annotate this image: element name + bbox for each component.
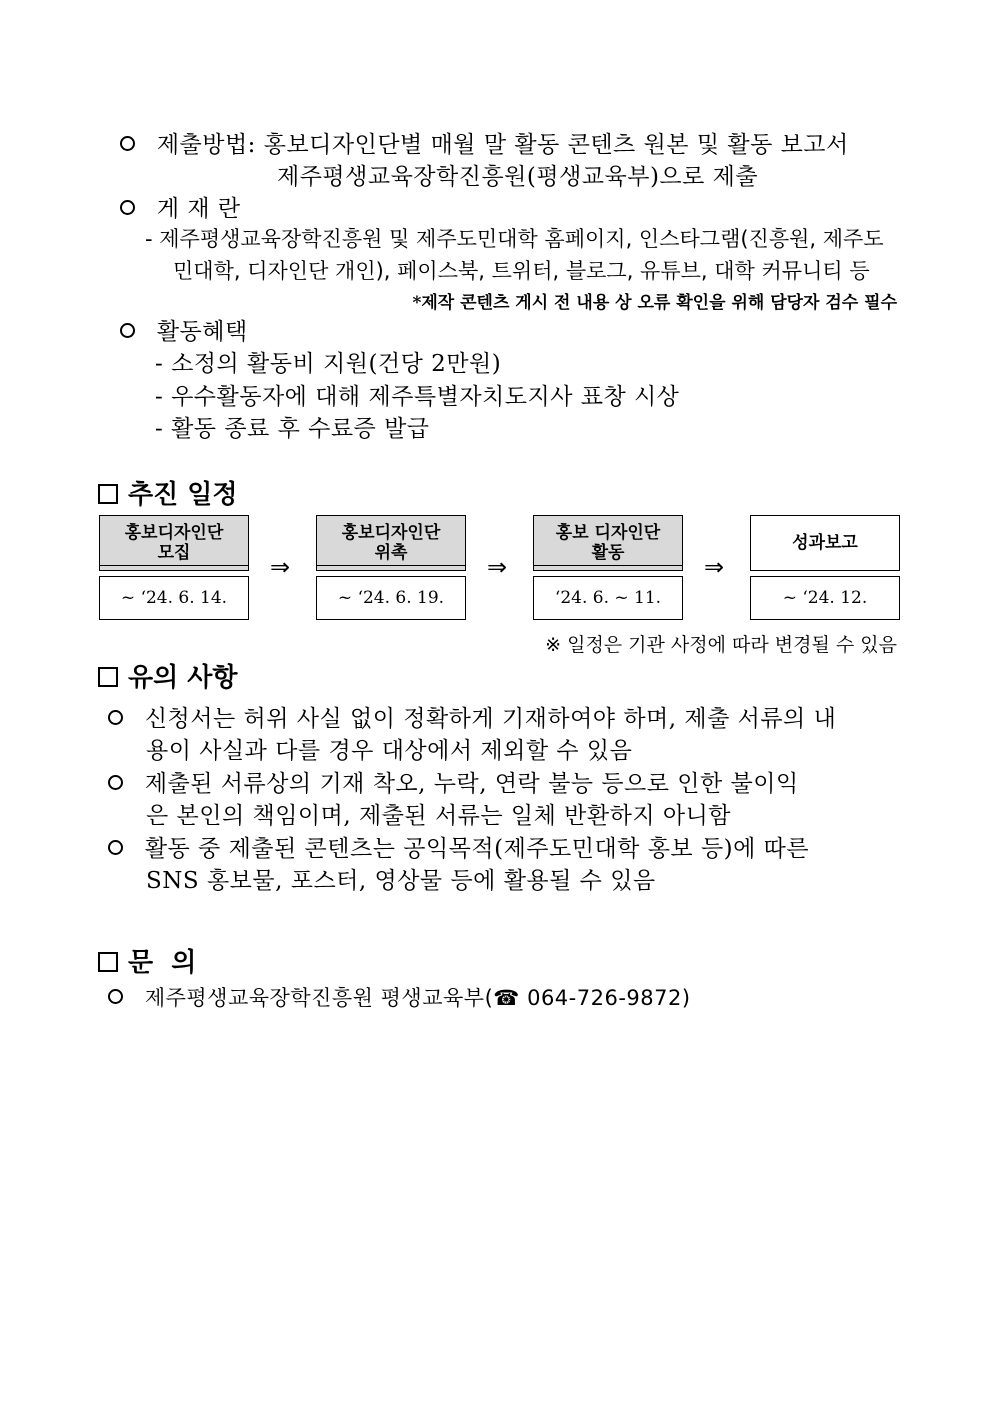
submission-line-2: 제주평생교육장학진흥원(평생교육부)으로 제출 — [277, 164, 759, 190]
circle-bullet-icon — [120, 200, 135, 215]
circle-bullet-icon — [120, 323, 135, 338]
schedule-date-recruit: ~ ‘24. 6. 14. — [99, 576, 249, 620]
right-arrow-icon: ⇒ — [487, 553, 508, 581]
benefit-item: - 활동 종료 후 수료증 발급 — [155, 416, 430, 442]
benefits-title: 활동혜택 — [120, 313, 248, 346]
caution-item-cont: 은 본인의 책임이며, 제출된 서류는 일체 반환하지 아니함 — [146, 803, 732, 829]
square-bullet-icon — [98, 484, 118, 504]
posting-notice: *제작 콘텐츠 게시 전 내용 상 오류 확인을 위해 담당자 검수 필수 — [412, 293, 897, 313]
benefit-item: - 우수활동자에 대해 제주특별자치도지사 표창 시상 — [155, 384, 680, 410]
right-arrow-icon: ⇒ — [270, 553, 291, 581]
square-bullet-icon — [98, 952, 118, 972]
circle-bullet-icon — [120, 136, 135, 151]
schedule-note: ※ 일정은 기관 사정에 따라 변경될 수 있음 — [545, 634, 897, 656]
benefit-item: - 소정의 활동비 지원(건당 2만원) — [155, 351, 502, 377]
schedule-step-recruit: 홍보디자인단 모집 — [99, 515, 249, 571]
square-bullet-icon — [98, 667, 118, 687]
submission-line-1 — [120, 126, 849, 159]
schedule-date-report: ~ ‘24. 12. — [750, 576, 900, 620]
caution-item: 제출된 서류상의 기재 착오, 누락, 연락 불능 등으로 인한 불이익 — [108, 765, 799, 798]
caution-item-cont: SNS 홍보물, 포스터, 영상물 등에 활용될 수 있음 — [146, 868, 656, 894]
posting-title: 게 재 란 — [120, 190, 241, 223]
schedule-step-appoint: 홍보디자인단 위촉 — [316, 515, 466, 571]
schedule-step-activity: 홍보 디자인단 활동 — [533, 515, 683, 571]
schedule-heading: 추진 일정 — [98, 474, 238, 511]
schedule-step-report: 성과보고 — [750, 515, 900, 571]
posting-item-line-2: 민대학, 디자인단 개인), 페이스북, 트위터, 블로그, 유튜브, 대학 커뮤니티 등 — [173, 259, 870, 283]
schedule-date-appoint: ~ ‘24. 6. 19. — [316, 576, 466, 620]
cautions-heading: 유의 사항 — [98, 657, 238, 694]
caution-item: 신청서는 허위 사실 없이 정확하게 기재하여야 하며, 제출 서류의 내 — [108, 700, 836, 733]
posting-item-line-1: - 제주평생교육장학진흥원 및 제주도민대학 홈페이지, 인스타그램(진흥원, 제주도 — [145, 227, 884, 251]
inquiry-heading: 문 의 — [98, 942, 196, 979]
inquiry-contact: 제주평생교육장학진흥원 평생교육부(☎ 064-726-9872) — [108, 982, 691, 1012]
circle-bullet-icon — [108, 710, 123, 725]
caution-item: 활동 중 제출된 콘텐츠는 공익목적(제주도민대학 홍보 등)에 따른 — [108, 830, 809, 863]
caution-item-cont: 용이 사실과 다를 경우 대상에서 제외할 수 있음 — [146, 738, 633, 764]
submission-method-text: 제출방법: 홍보디자인단별 매월 말 활동 콘텐츠 원본 및 활동 보고서 — [156, 132, 849, 158]
right-arrow-icon: ⇒ — [704, 553, 725, 581]
schedule-date-activity: ‘24. 6. ~ 11. — [533, 576, 683, 620]
circle-bullet-icon — [108, 840, 123, 855]
circle-bullet-icon — [108, 775, 123, 790]
circle-bullet-icon — [108, 989, 123, 1004]
